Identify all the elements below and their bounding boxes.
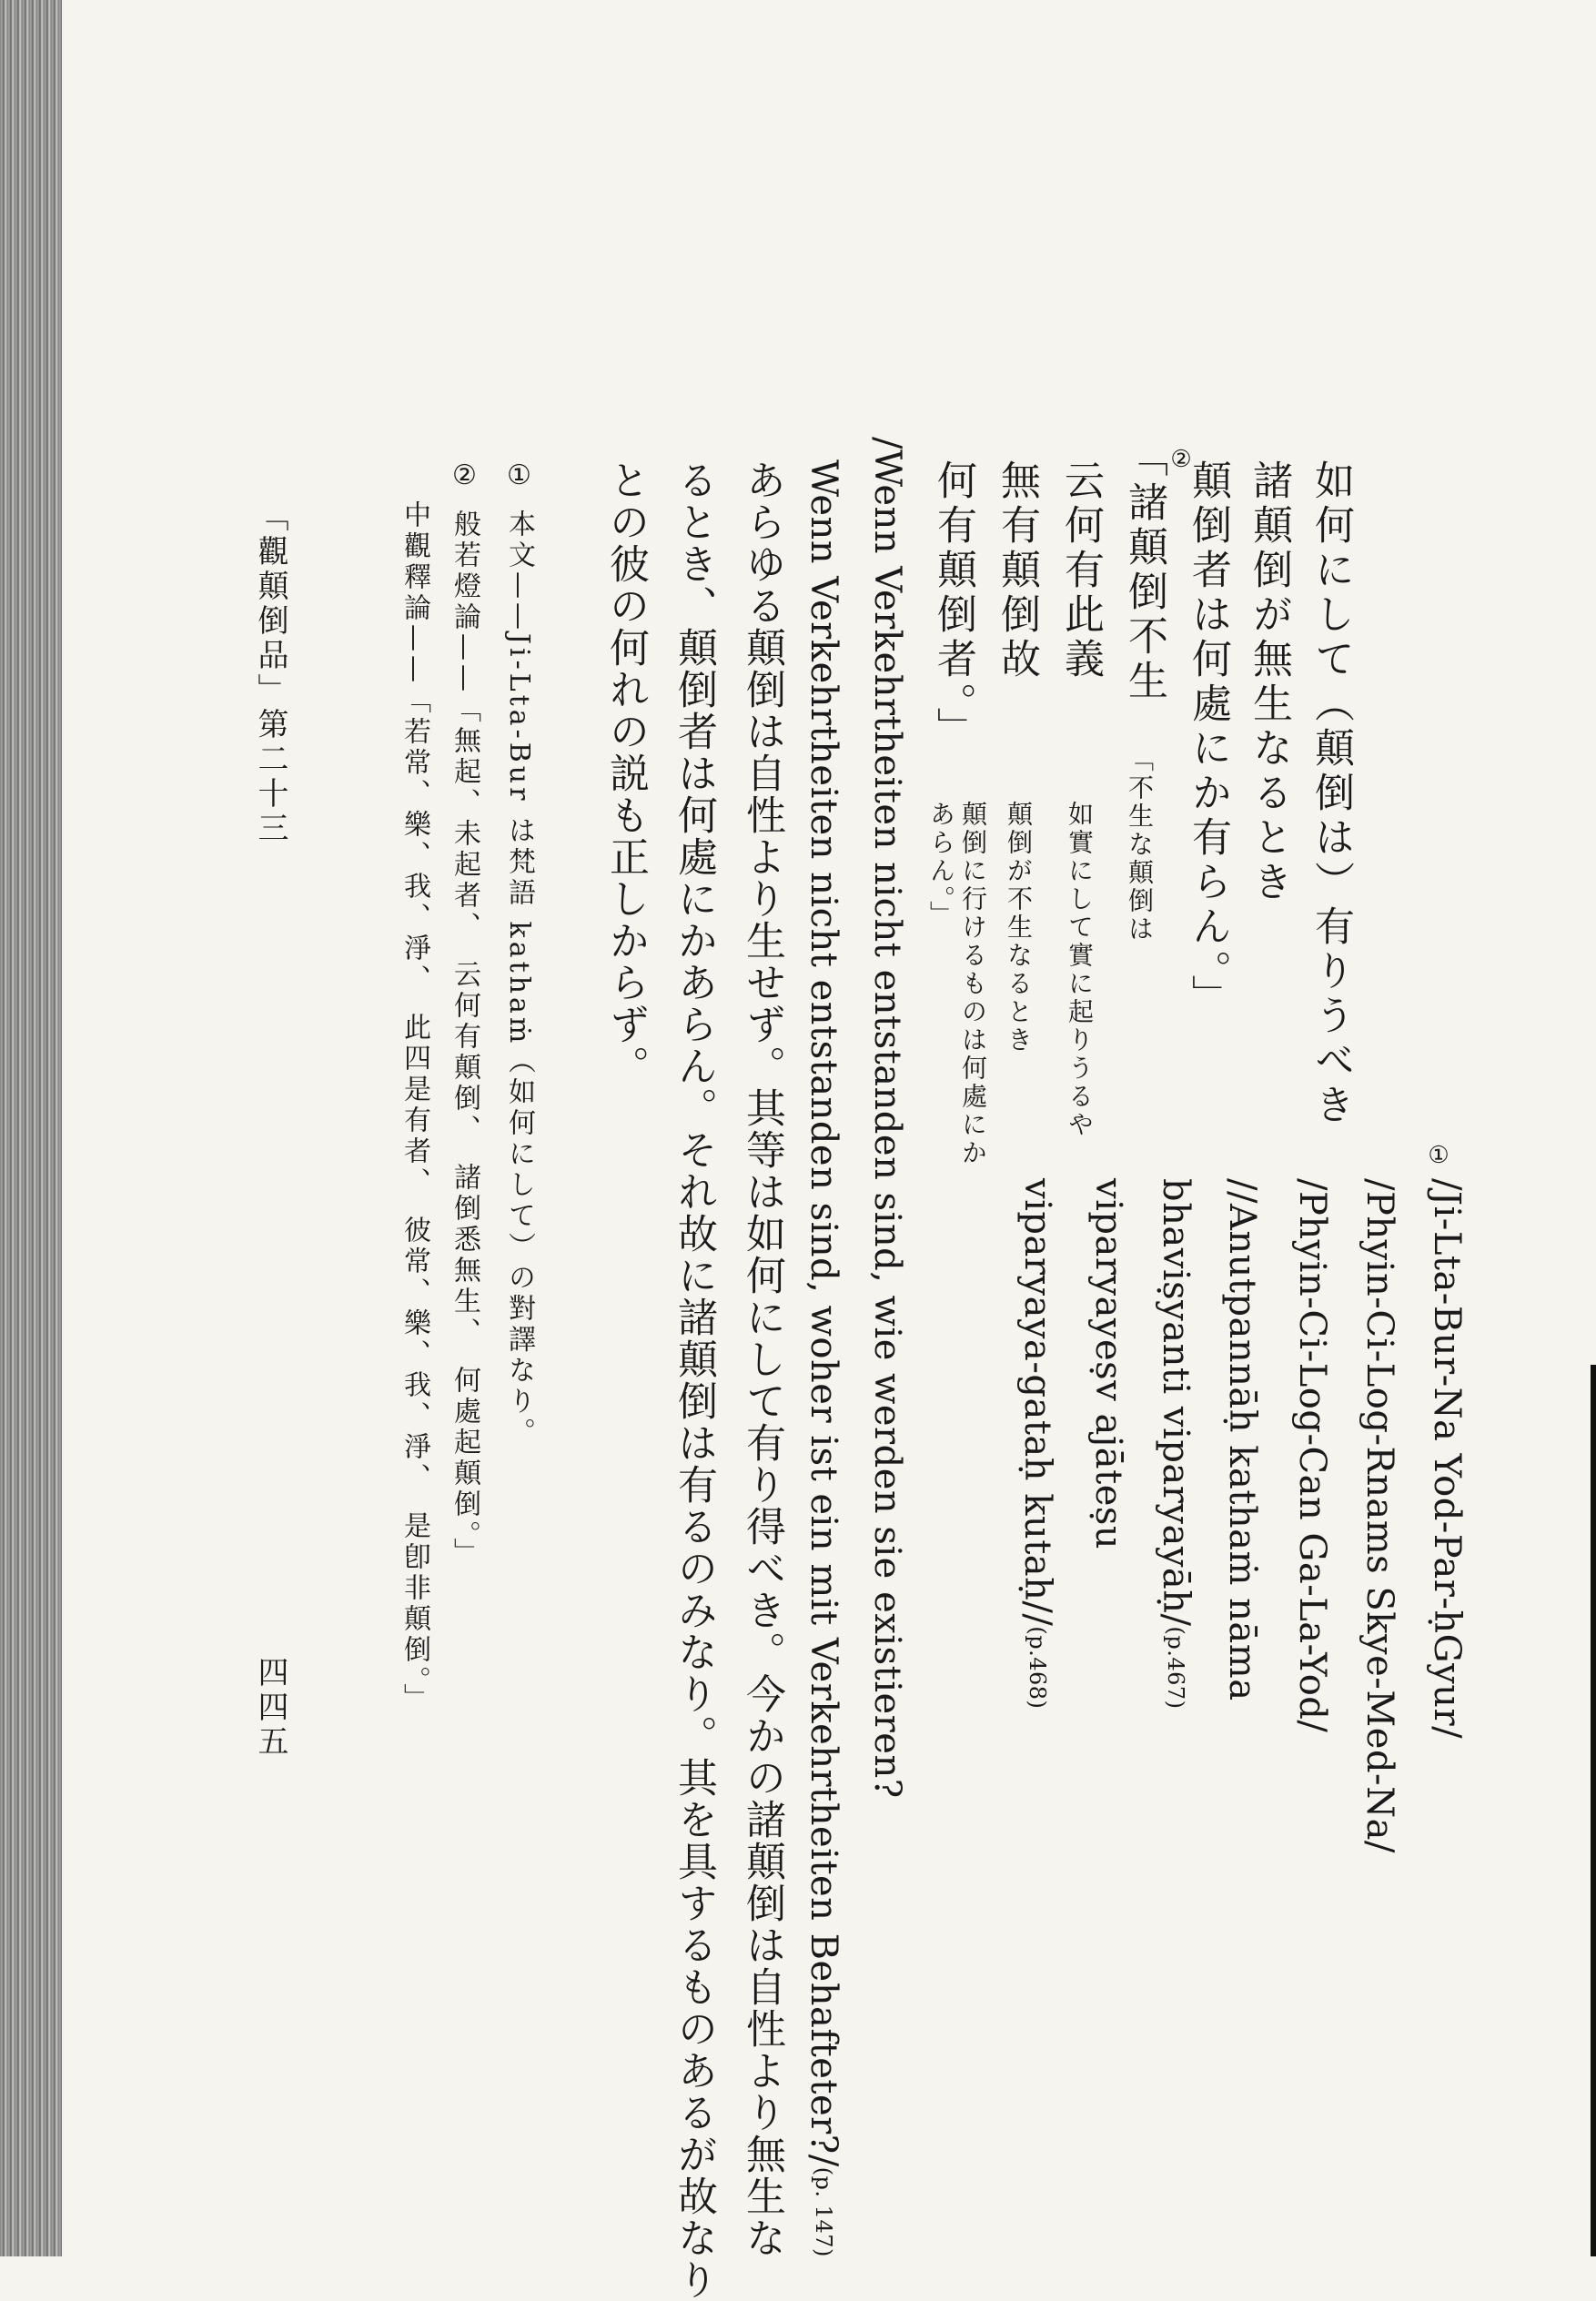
chinese-verse-line-2: 云何有此義 (1057, 459, 1104, 682)
gloss-line-1: 「不生な顛倒は (1125, 746, 1155, 944)
page-edge-shadow (1591, 1365, 1596, 2256)
sanskrit-line-2 (1155, 1178, 1197, 1710)
footnote-marker-1: ① (1425, 1142, 1452, 1169)
chinese-verse-line-3: 無有顛倒故 (994, 459, 1040, 682)
chinese-verse-line-1: 「諸顛倒不生 (1121, 437, 1167, 704)
verse-jp-line-3: 顛倒者は何處にか有らん。」 (1185, 459, 1231, 1019)
note-3-text: 「若常、樂、我、淨、 此四是有者、 彼常、樂、我、淨、 是卽非顛倒。」 (399, 686, 430, 1714)
running-title: 「觀顛倒品」第二十三 (252, 500, 288, 846)
gloss-line-4b: あらん。」 (926, 801, 956, 929)
gloss-line-3: 顛倒が不生なるとき (1004, 801, 1034, 1055)
footnote-marker-2: ② (1167, 446, 1195, 473)
tibetan-line-2: /Phyin-Ci-Log-Rnams Skye-Med-Na/ (1359, 1178, 1400, 1853)
note-1-marker: ① (503, 459, 535, 495)
sanskrit-line-4-text: viparyaya-gataḥ kutaḥ// (1016, 1178, 1058, 1627)
sanskrit-line-2-text: bhaviṣyanti viparyayāḥ/ (1155, 1178, 1197, 1627)
verse-jp-line-2: 諸顛倒が無生なるとき (1246, 459, 1292, 905)
note-2-marker: ② (449, 459, 480, 495)
sanskrit-line-3: viparyayeṣv ajāteṣu (1087, 1178, 1129, 1550)
sanskrit-line-1: //Anutpannāḥ kathaṁ nāma (1221, 1178, 1263, 1701)
page-ref-147: (p. 147) (811, 2166, 836, 2257)
german-translation-line-2-text: Wenn Verkehrtheiten nicht entstanden sind, woher ist ein mit Verkehrtheiten Behafteter?/ (803, 459, 844, 2167)
verse-jp-line-1: 如何にして（顛倒は）有りうべき (1308, 459, 1354, 1128)
note-1 (503, 459, 535, 1449)
german-translation-line-2 (805, 459, 842, 2257)
commentary-line-2: るとき、顛倒者は何處にかあらん。それ故に諸顛倒は有るのみなり。其を具するものあるが故なり (671, 459, 717, 2301)
tibetan-line-1: /Ji-Lta-Bur-Na Yod-Par-ḥGyur/ (1426, 1178, 1468, 1740)
note-3 (400, 500, 428, 1714)
note-1-text: 本文——Ji-Lta-Bur は梵語 kathaṁ（如何にして）の對譯なり。 (503, 510, 535, 1449)
commentary-line-3: との彼の何れの説も正しからず。 (602, 459, 649, 1087)
page-ref-468: (p.468) (1025, 1626, 1050, 1710)
gloss-line-4a: 顛倒に行けるものは何處にか (958, 801, 988, 1167)
page-ref-467: (p.467) (1163, 1626, 1188, 1710)
sanskrit-line-4 (1016, 1178, 1058, 1710)
page-number: 四四五 (252, 1656, 288, 1760)
tibetan-line-3: /Phyin-Ci-Log-Can Ga-La-Yod/ (1291, 1178, 1333, 1733)
note-3-label: 中觀釋論—— (399, 500, 430, 686)
gloss-line-2: 如實にして實に起りうるや (1065, 801, 1095, 1139)
german-translation-line-1: /Wenn Verkehrtheiten nicht entstanden sind, wie werden sie existieren? (866, 437, 908, 1799)
book-binding-edge (0, 0, 62, 2256)
chinese-verse-line-4: 何有顛倒者。」 (930, 459, 976, 752)
note-2 (450, 459, 478, 1569)
note-2-label: 般若燈論—— (449, 510, 480, 695)
note-2-text: 「無起、未起者、 云何有顛倒、 諸倒悉無生、 何處起顛倒。」 (449, 695, 480, 1569)
commentary-line-1: あらゆる顛倒は自性より生せず。其等は如何にして有り得べき。今かの諸顛倒は自性より無生な (739, 459, 785, 2259)
